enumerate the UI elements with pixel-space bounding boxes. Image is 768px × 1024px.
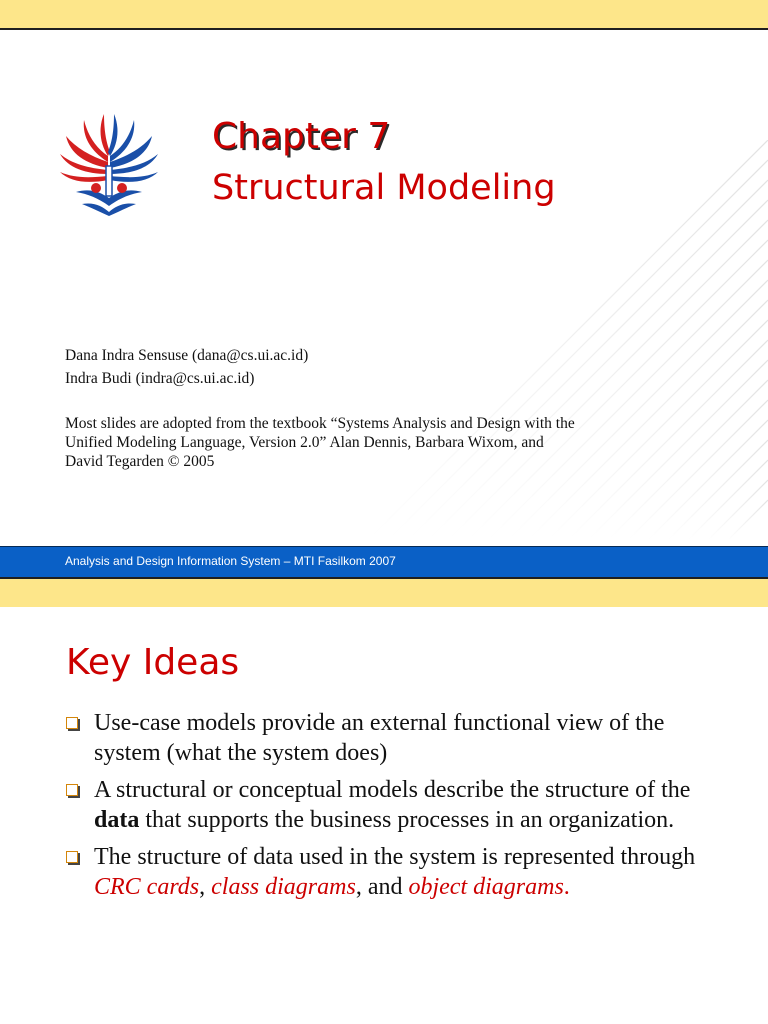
bottom-yellow-bar	[0, 577, 768, 607]
highlight-term: class diagrams	[211, 874, 356, 900]
bullet-item	[66, 708, 726, 768]
bullet-item	[66, 842, 726, 902]
bullet-list	[66, 708, 726, 909]
bullet-text: ,	[199, 874, 212, 900]
footer-blue-bar	[0, 546, 768, 577]
author-line: Dana Indra Sensuse (dana@cs.ui.ac.id)	[65, 347, 309, 364]
author-list	[65, 344, 308, 390]
bullet-text: that supports the business processes in an organization.	[139, 807, 675, 833]
bullet-text: .	[563, 874, 570, 900]
bold-term: data	[94, 807, 140, 833]
highlight-term: object diagrams	[408, 874, 564, 900]
square-bullet-icon	[66, 784, 78, 796]
bullet-text: The structure of data used in the system is represented through	[94, 844, 696, 870]
highlight-term: CRC cards	[94, 874, 200, 900]
key-ideas-slide	[0, 608, 768, 1024]
chapter-title: Chapter 7	[212, 116, 391, 157]
bullet-text: A structural or conceptual models describe the structure of the	[94, 777, 691, 803]
bullet-item	[66, 775, 726, 835]
top-yellow-bar	[0, 0, 768, 30]
chapter-subtitle: Structural Modeling	[212, 168, 556, 208]
bullet-text: Use-case models provide an external functional view of the system (what the system does)	[94, 710, 665, 766]
source-note: Most slides are adopted from the textbook “Systems Analysis and Design with the Unified Modeling Language, Version 2.0” Alan Dennis, Barbara Wixom, and David Tegarden © 2005	[65, 415, 575, 470]
square-bullet-icon	[66, 717, 78, 729]
footer-text: Analysis and Design Information System – MTI Fasilkom 2007	[65, 554, 396, 568]
square-bullet-icon	[66, 851, 78, 863]
slide-title: Key Ideas	[66, 642, 240, 683]
bullet-text: , and	[355, 874, 409, 900]
university-logo-icon	[56, 108, 162, 218]
author-line: Indra Budi (indra@cs.ui.ac.id)	[65, 370, 255, 387]
